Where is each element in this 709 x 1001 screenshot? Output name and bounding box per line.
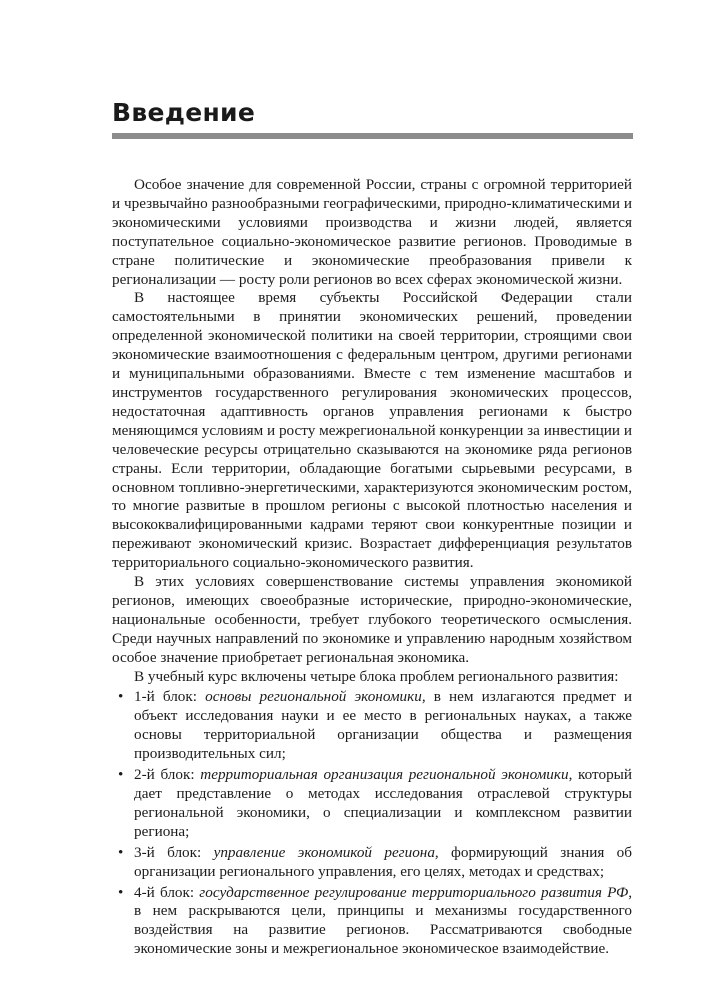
bullet-icon: • bbox=[118, 766, 124, 784]
paragraph: В этих условиях совершенствование системы управления экономикой регионов, имеющих своеобразные исторические, природно-экономические, национальные особенности, требует глубокого теоретического осмысления. Среди научных направлений по экономике и управлению народным хозяйством особое значение приобретает региональная экономика. bbox=[112, 573, 632, 666]
block-label: 4-й блок: bbox=[134, 883, 200, 901]
blocks-list bbox=[112, 688, 632, 959]
chapter-title: Введение bbox=[112, 98, 256, 127]
bullet-icon: • bbox=[118, 883, 124, 901]
list-item bbox=[112, 884, 632, 960]
bullet-icon: • bbox=[118, 843, 124, 861]
block-topic: управление экономикой региона bbox=[213, 843, 435, 861]
block-text: , в нем излагаются предмет и объект исследования науки и ее место в региональных науках, а также основы территориальной организации общества и размещения производительных сил; bbox=[134, 688, 633, 763]
title-rule bbox=[112, 133, 633, 139]
body-text bbox=[112, 176, 632, 959]
block-label: 3-й блок: bbox=[134, 843, 214, 861]
block-label: 2-й блок: bbox=[134, 766, 201, 784]
block-label: 1-й блок: bbox=[134, 688, 206, 706]
bullet-icon: • bbox=[118, 688, 124, 706]
block-topic: основы региональной экономики bbox=[205, 688, 422, 706]
block-text: , в нем раскрываются цели, принципы и механизмы государственного воздействия на развитие регионов. Рассматриваются свободные экономические зоны и межрегиональное экономическое взаимодействие. bbox=[134, 883, 632, 958]
block-text: , который дает представление о методах исследования отраслевой структуры региональной экономики, о специализации и комплексном развитии региона; bbox=[134, 766, 632, 840]
block-topic: государственное регулирование территориального развития РФ bbox=[199, 883, 629, 901]
list-item bbox=[112, 766, 632, 842]
block-text: , формирующий знания об организации регионального управления, его целях, методах и средствах; bbox=[134, 843, 632, 880]
list-item bbox=[112, 844, 632, 882]
paragraph: В настоящее время субъекты Российской Федерации стали самостоятельными в принятии экономических решений, проведении определенной экономической политики на своей территории, строящими свои экономические взаимоотношения с федеральным центром, другими регионами и муниципальными образованиями. Вместе с тем изменение масштабов и инструментов государственного регулирования экономических процессов, недостаточная адаптивность органов управления регионами к быстро меняющимся условиям и росту межрегиональной конкуренции за инвестиции и человеческие ресурсы отрицательно сказываются на экономике ряда регионов страны. Если территории, обладающие богатыми сырьевыми ресурсами, в основном топливно-энергетическими, характеризуются экономическим ростом, то многие развитые в прошлом регионы с высокой плотностью населения и высококвалифицированными кадрами теряют свои конкурентные позиции и переживают экономический кризис. Возрастает дифференциация результатов территориального социально-экономического развития. bbox=[112, 289, 632, 572]
block-topic: территориальная организация региональной экономики bbox=[200, 766, 569, 784]
paragraph: В учебный курс включены четыре блока проблем регионального развития: bbox=[134, 667, 619, 685]
paragraph: Особое значение для современной России, страны с огромной территорией и чрезвычайно разнообразными географическими, природно-климатическими и экономическими условиями производства и жизни людей, является поступательное социально-экономическое развитие регионов. Проводимые в стране политические и экономические преобразования привели к регионализации — росту роли регионов во всех сферах экономической жизни. bbox=[112, 176, 632, 288]
list-item bbox=[112, 688, 632, 764]
